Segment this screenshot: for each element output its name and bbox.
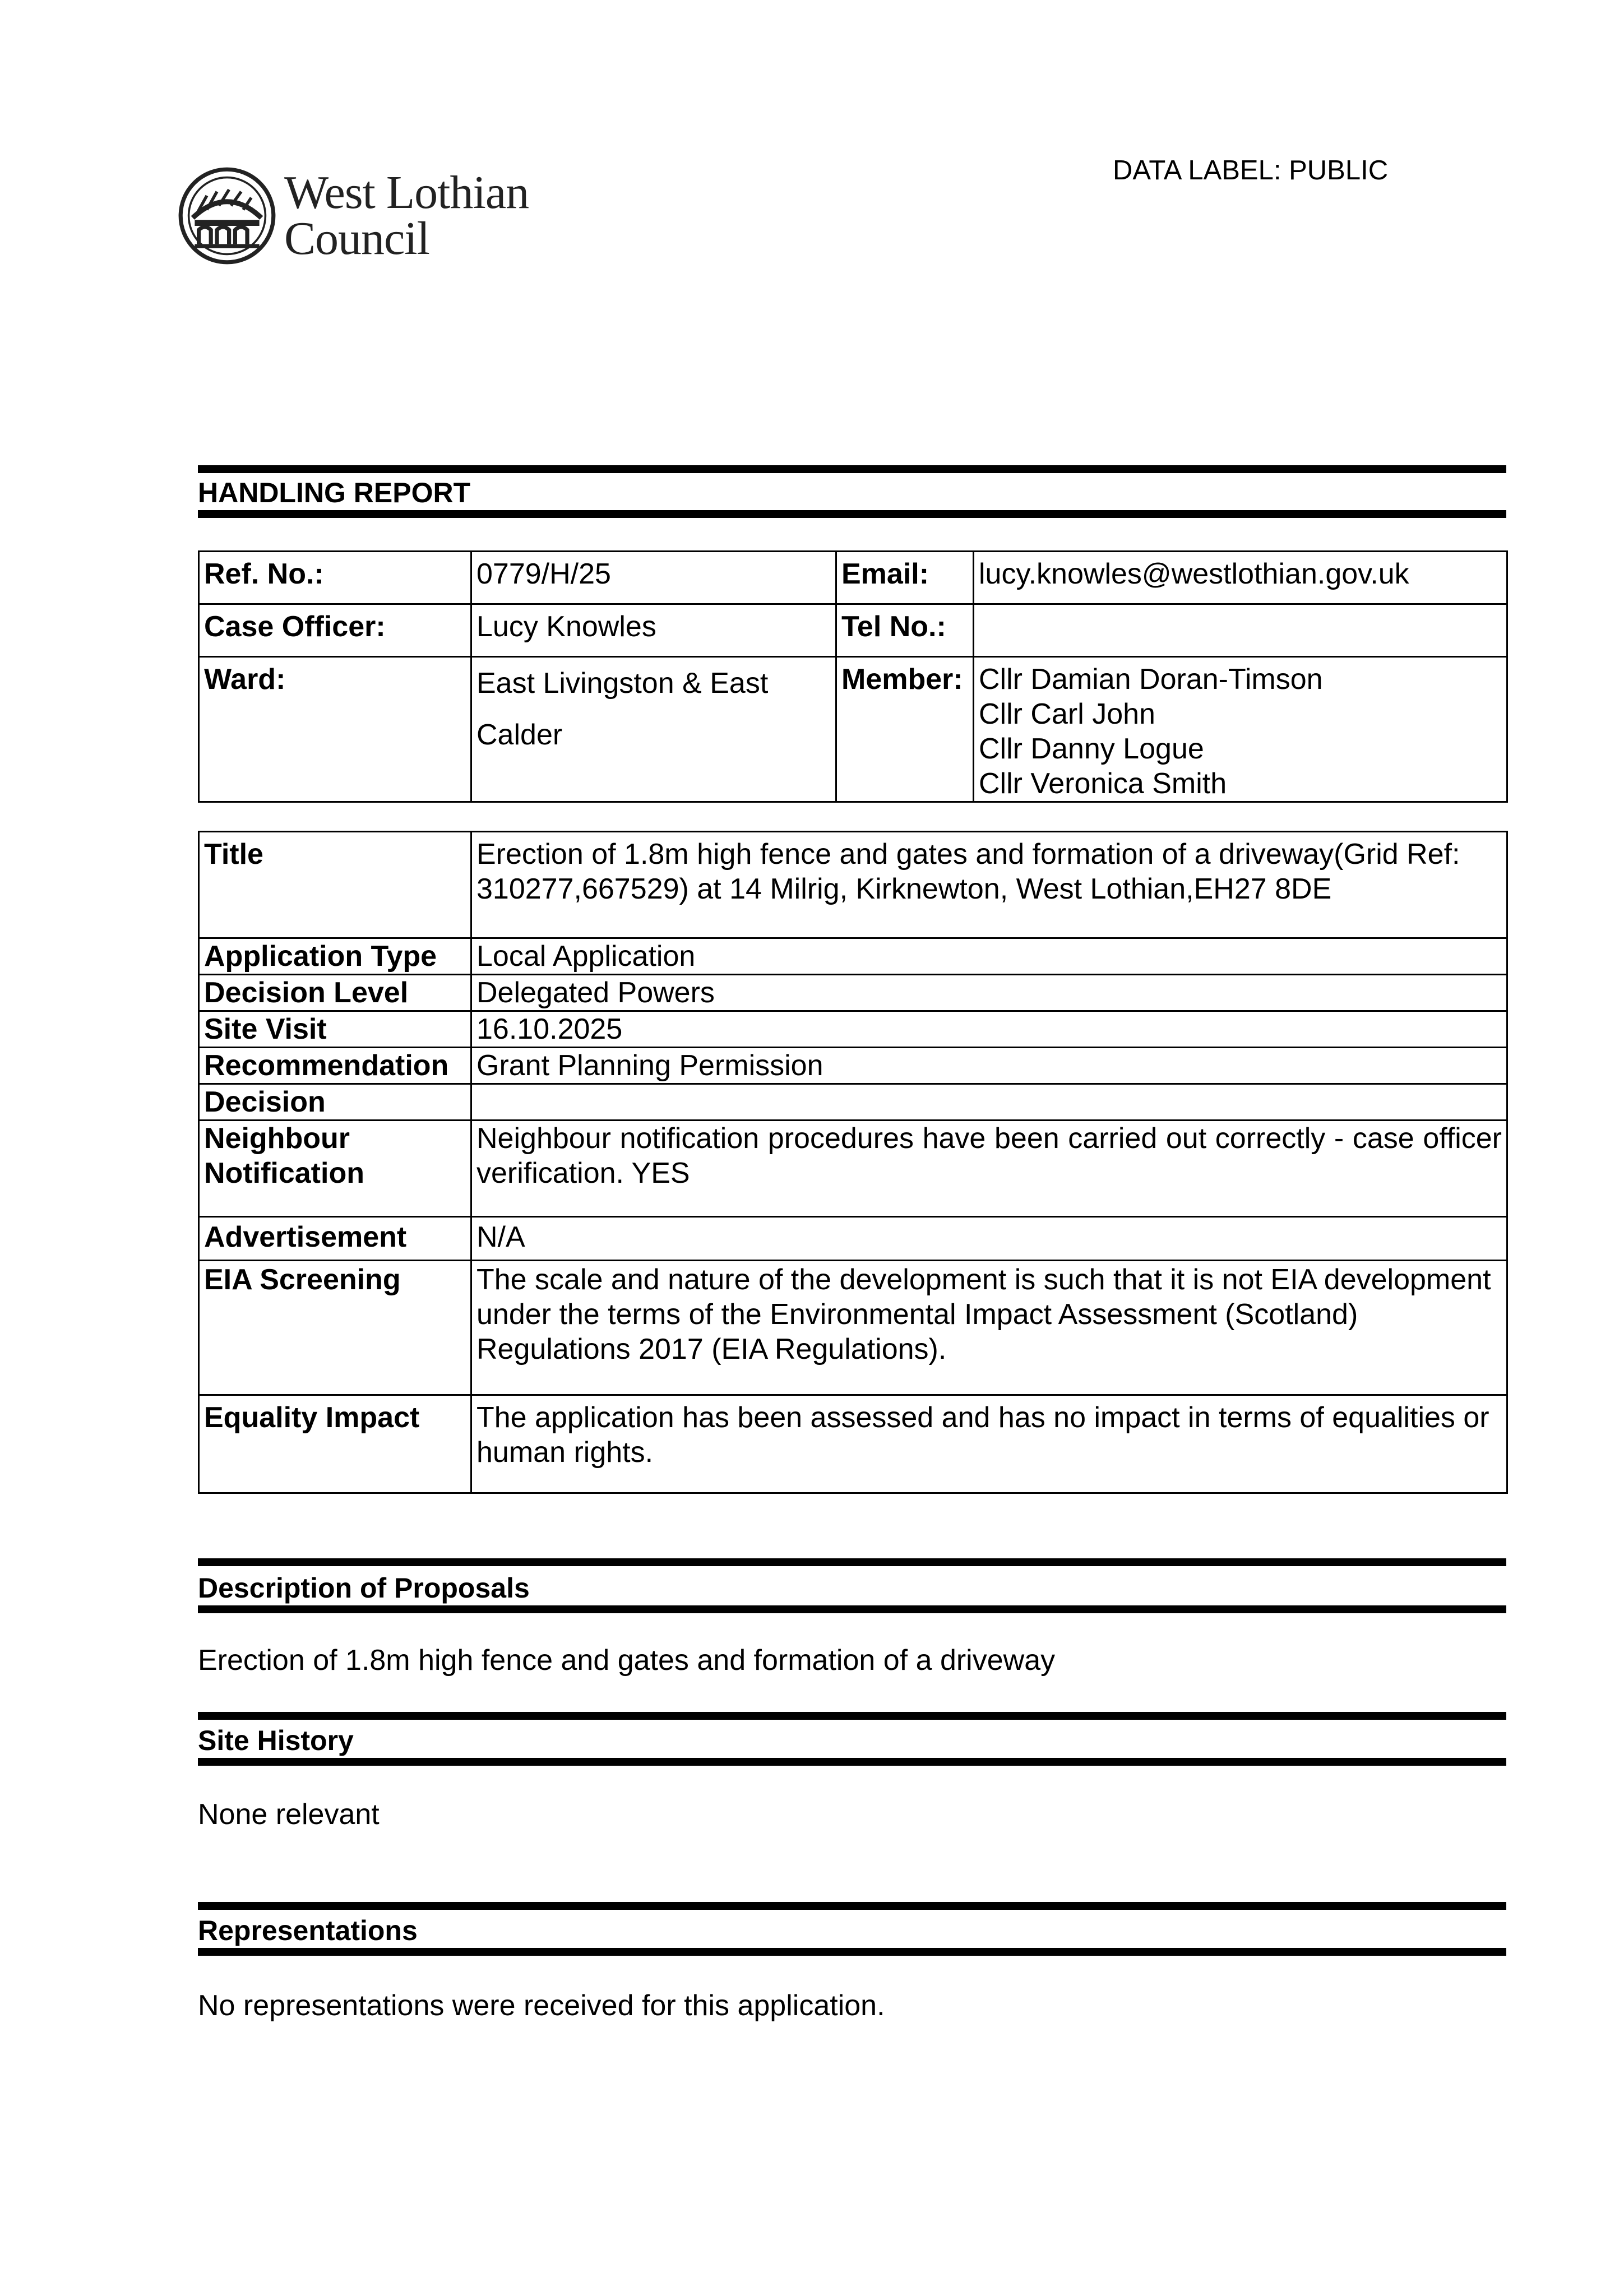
equality-impact-value: The application has been assessed and has no impact in terms of equalities or human rights.	[471, 1395, 1507, 1493]
table-row	[199, 1121, 1507, 1217]
section-representations	[198, 1902, 1506, 1956]
table-row	[199, 604, 1507, 657]
list-item: Cllr Damian Doran-Timson	[979, 663, 1323, 696]
logo-line-1: West Lothian	[284, 166, 529, 219]
section-title: Description of Proposals	[198, 1572, 530, 1604]
neighbour-notification-value: Neighbour notification procedures have been carried out correctly - case officer verification. YES	[471, 1121, 1507, 1217]
ref-value: 0779/H/25	[471, 552, 836, 604]
application-type-label: Application Type	[199, 938, 471, 975]
table-row	[199, 975, 1507, 1011]
table-row	[199, 938, 1507, 975]
eia-screening-label: EIA Screening	[199, 1261, 471, 1395]
ref-label: Ref. No.:	[199, 552, 471, 604]
council-logo	[177, 160, 558, 272]
council-crest-icon	[177, 165, 277, 266]
ward-line-2: Calder	[476, 719, 563, 751]
title-label: Title	[199, 832, 471, 938]
list-item: Cllr Carl John	[979, 698, 1155, 730]
list-item: Cllr Danny Logue	[979, 733, 1204, 765]
ward-line-1: East Livingston & East	[476, 667, 769, 700]
application-type-value: Local Application	[471, 938, 1507, 975]
table-row	[199, 1261, 1507, 1395]
case-officer-value: Lucy Knowles	[471, 604, 836, 657]
recommendation-value: Grant Planning Permission	[471, 1048, 1507, 1084]
advertisement-label: Advertisement	[199, 1217, 471, 1261]
section-handling-report	[198, 465, 1506, 518]
contact-table	[198, 550, 1508, 803]
recommendation-label: Recommendation	[199, 1048, 471, 1084]
council-logo-text	[284, 166, 529, 265]
section-site-history	[198, 1712, 1506, 1766]
table-row	[199, 1395, 1507, 1493]
section-title: Representations	[198, 1915, 418, 1946]
decision-label: Decision	[199, 1084, 471, 1121]
ward-label: Ward:	[199, 657, 471, 802]
site-history-text: None relevant	[198, 1798, 380, 1831]
table-row	[199, 552, 1507, 604]
decision-value	[471, 1084, 1507, 1121]
tel-value	[974, 604, 1507, 657]
site-visit-label: Site Visit	[199, 1011, 471, 1048]
equality-impact-label: Equality Impact	[199, 1395, 471, 1493]
title-value: Erection of 1.8m high fence and gates and formation of a driveway(Grid Ref: 310277,667529) at 14 Milrig, Kirknewton, West Lothian,EH27 8DE	[471, 832, 1507, 938]
member-label: Member:	[836, 657, 974, 802]
description-text: Erection of 1.8m high fence and gates and formation of a driveway	[198, 1644, 1056, 1677]
table-row	[199, 657, 1507, 802]
section-title: HANDLING REPORT	[198, 477, 471, 508]
section-title: Site History	[198, 1725, 354, 1756]
neighbour-notification-label	[199, 1121, 471, 1217]
site-visit-value: 16.10.2025	[471, 1011, 1507, 1048]
table-row	[199, 1048, 1507, 1084]
case-officer-label: Case Officer:	[199, 604, 471, 657]
advertisement-value: N/A	[471, 1217, 1507, 1261]
representations-text: No representations were received for this application.	[198, 1989, 885, 2022]
email-value: lucy.knowles@westlothian.gov.uk	[974, 552, 1507, 604]
neighbour-label-line-1: Neighbour	[204, 1122, 350, 1155]
table-row	[199, 1217, 1507, 1261]
decision-level-label: Decision Level	[199, 975, 471, 1011]
decision-level-value: Delegated Powers	[471, 975, 1507, 1011]
section-description-of-proposals	[198, 1558, 1506, 1613]
tel-label: Tel No.:	[836, 604, 974, 657]
eia-screening-value: The scale and nature of the development is such that it is not EIA development under the terms of the Environmental Impact Assessment (Scotland) Regulations 2017 (EIA Regulations).	[471, 1261, 1507, 1395]
member-list	[974, 657, 1507, 802]
list-item: Cllr Veronica Smith	[979, 767, 1227, 800]
table-row	[199, 1011, 1507, 1048]
email-label: Email:	[836, 552, 974, 604]
logo-line-2: Council	[284, 212, 429, 265]
ward-value	[471, 657, 836, 802]
neighbour-label-line-2: Notification	[204, 1157, 364, 1189]
table-row	[199, 832, 1507, 938]
details-table	[198, 831, 1508, 1494]
data-label: DATA LABEL: PUBLIC	[1113, 155, 1389, 186]
table-row	[199, 1084, 1507, 1121]
